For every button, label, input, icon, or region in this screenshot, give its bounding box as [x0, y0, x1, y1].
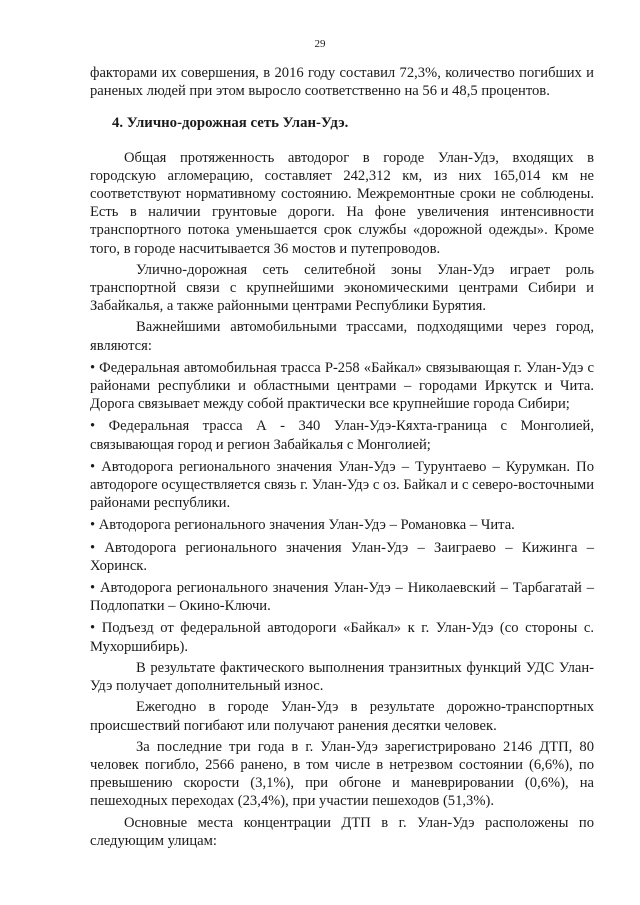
paragraph-road-length: Общая протяженность автодорог в городе Улан-Удэ, входящих в городскую агломерацию, составляет 242,312 км, из них 165,014 км не соответствуют нормативному состоянию. Межремонтные сроки не соблюдены. Есть в наличии грунтовые дороги. На фоне увеличения интенсивности транспортного потока уменьшается срок службы «дорожной одежды». Кроме того, в городе насчитывается 36 мостов и путепроводов. [90, 149, 594, 257]
list-item-highway: • Автодорога регионального значения Улан-Удэ – Турунтаево – Курумкан. По автодороге осуществляется связь г. Улан-Удэ с оз. Байкал и с северо-восточными районами республики. [90, 458, 594, 512]
section-heading: 4. Улично-дорожная сеть Улан-Удэ. [112, 115, 349, 132]
list-item-highway: • Федеральная автомобильная трасса Р-258 «Байкал» связывающая г. Улан-Удэ с районами республики и областными центрами – городами Иркутск и Чита. Дорога связывает между собой практически все крупнейшие города Сибири; [90, 359, 594, 413]
paragraph-main-highways: Важнейшими автомобильными трассами, подходящими через город, являются: [90, 319, 594, 354]
paragraph-road-network: Улично-дорожная сеть селитебной зоны Улан-Удэ играет роль транспортной связи с крупнейшими экономическими центрами Сибири и Забайкалья, а также районными центрами Республики Бурятия. [90, 261, 594, 315]
list-item-highway: • Подъезд от федеральной автодороги «Байкал» к г. Улан-Удэ (со стороны с. Мухоршибирь). [90, 620, 594, 655]
paragraph-accidents-yearly: Ежегодно в городе Улан-Удэ в результате дорожно-транспортных происшествий погибают или получают ранения десятки человек. [90, 699, 594, 734]
paragraph-transit-wear: В результате фактического выполнения транзитных функций УДС Улан-Удэ получает дополнительный износ. [90, 659, 594, 695]
list-item-highway: • Федеральная трасса А - 340 Улан-Удэ-Кяхта-граница с Монголией, связывающая город и регион Забайкалья с Монголией; [90, 418, 594, 453]
list-item-highway: • Автодорога регионального значения Улан-Удэ – Николаевский – Тарбагатай – Подлопатки – Окино-Ключи. [90, 580, 594, 615]
paragraph-accident-statistics: За последние три года в г. Улан-Удэ зарегистрировано 2146 ДТП, 80 человек погибло, 2566 ранено, в том числе в нетрезвом состоянии (6,6%), по превышению скорости (3,1%), при обгоне и маневрировании (0,6%), на пешеходных переходах (23,4%), при участии пешеходов (51,3%). [90, 738, 594, 810]
list-item-highway: • Автодорога регионального значения Улан-Удэ – Заиграево – Кижинга – Хоринск. [90, 539, 594, 574]
page-number: 29 [314, 38, 326, 50]
paragraph-continuation: факторами их совершения, в 2016 году составил 72,3%, количество погибших и раненых людей при этом выросло соответственно на 56 и 48,5 процентов. [90, 65, 594, 100]
paragraph-accident-locations: Основные места концентрации ДТП в г. Улан-Удэ расположены по следующим улицам: [90, 814, 594, 849]
list-item-highway: • Автодорога регионального значения Улан-Удэ – Романовка – Чита. [90, 517, 515, 534]
document-body [90, 64, 594, 850]
